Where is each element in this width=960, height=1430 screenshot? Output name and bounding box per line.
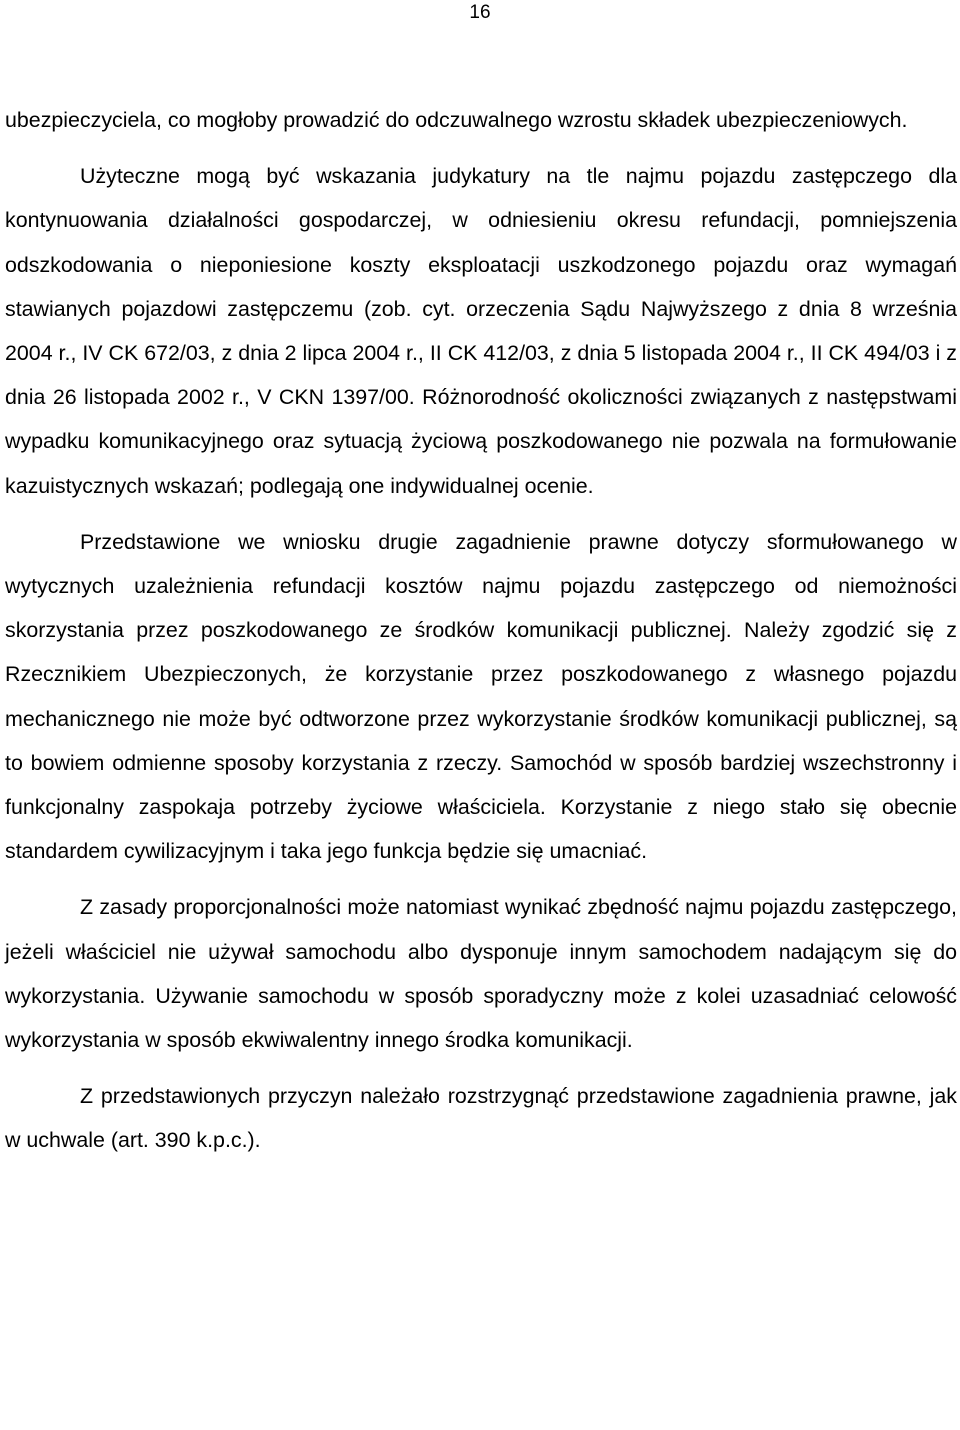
paragraph-proportionality: Z zasady proporcjonalności może natomiast wynikać zbędność najmu pojazdu zastępczego, jeżeli właściciel nie używał samochodu albo dysponuje innym samochodem nadającym się do wykorzystania. Używanie samochodu w sposób sporadyczny może z kolei uzasadniać celowość wykorzystania w sposób ekwiwalentny innego środka komunikacji. bbox=[5, 895, 957, 1053]
paragraph-continuation: ubezpieczyciela, co mogłoby prowadzić do odczuwalnego wzrostu składek ubezpieczeniowych. bbox=[5, 108, 908, 132]
document-body bbox=[5, 98, 957, 1163]
page-number: 16 bbox=[469, 2, 491, 23]
paragraph-second-issue: Przedstawione we wniosku drugie zagadnienie prawne dotyczy sformułowanego w wytycznych uzależnienia refundacji kosztów najmu pojazdu zastępczego od niemożności skorzystania przez poszkodowanego ze środków komunikacji publicznej. Należy zgodzić się z Rzecznikiem Ubezpieczonych, że korzystanie przez poszkodowanego z własnego pojazdu mechanicznego nie może być odtworzone przez wykorzystanie środków komunikacji publicznej, są to bowiem odmienne sposoby korzystania z rzeczy. Samochód w sposób bardziej wszechstronny i funkcjonalny zaspokaja potrzeby życiowe właściciela. Korzystanie z niego stało się obecnie standardem cywilizacyjnym i taka jego funkcja będzie się umacniać. bbox=[5, 529, 957, 864]
paragraph-conclusion: Z przedstawionych przyczyn należało rozstrzygnąć przedstawione zagadnienia prawne, jak w uchwale (art. 390 k.p.c.). bbox=[5, 1084, 957, 1153]
paragraph-case-law: Użyteczne mogą być wskazania judykatury na tle najmu pojazdu zastępczego dla kontynuowania działalności gospodarczej, w odniesieniu okresu refundacji, pomniejszenia odszkodowania o nieponiesione koszty eksploatacji uszkodzonego pojazdu oraz wymagań stawianych pojazdowi zastępczemu (zob. cyt. orzeczenia Sądu Najwyższego z dnia 8 września 2004 r., IV CK 672/03, z dnia 2 lipca 2004 r., II CK 412/03, z dnia 5 listopada 2004 r., II CK 494/03 i z dnia 26 listopada 2002 r., V CKN 1397/00. Różnorodność okoliczności związanych z następstwami wypadku komunikacyjnego oraz sytuacją życiową poszkodowanego nie pozwala na formułowanie kazuistycznych wskazań; podlegają one indywidualnej ocenie. bbox=[5, 164, 957, 498]
